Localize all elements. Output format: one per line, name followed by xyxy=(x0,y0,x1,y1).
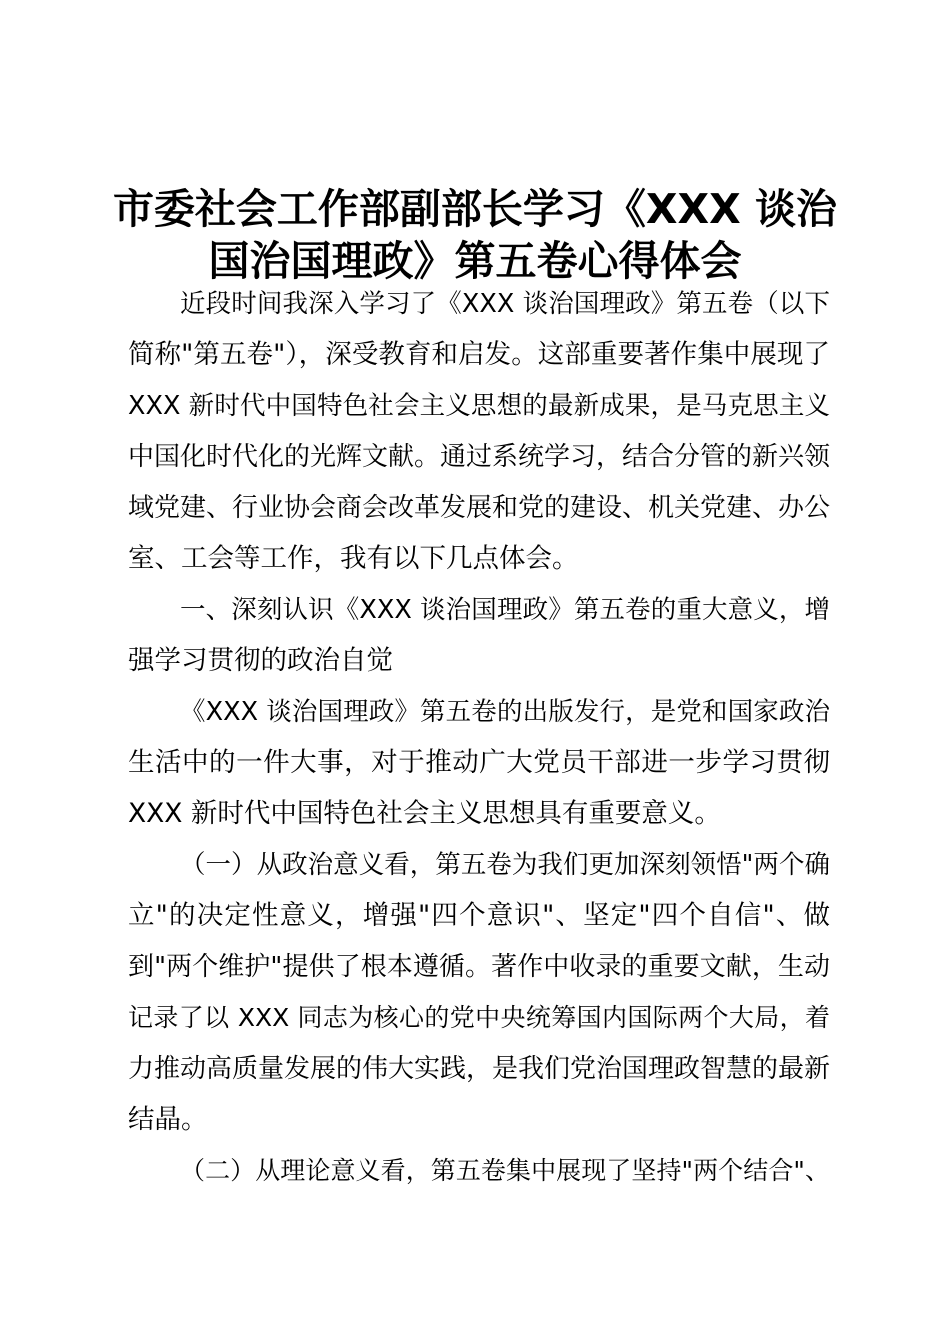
body-line: 力推动高质量发展的伟大实践，是我们党治国理政智慧的最新 xyxy=(128,1054,831,1084)
body-line: XXX 新时代中国特色社会主义思想的最新成果，是马克思主义 xyxy=(128,391,830,421)
body-line: 域党建、行业协会商会改革发展和党的建设、机关党建、办公 xyxy=(128,493,831,523)
body-line: 生活中的一件大事，对于推动广大党员干部进一步学习贯彻 xyxy=(128,747,830,778)
body-line: 简称"第五卷"），深受教育和启发。这部重要著作集中展现了 xyxy=(128,339,830,370)
document-title-line-2: 国治国理政》第五卷心得体会 xyxy=(208,237,742,285)
body-line: 《XXX 谈治国理政》第五卷的出版发行，是党和国家政治 xyxy=(180,697,830,727)
body-line: 记录了以 XXX 同志为核心的党中央统筹国内国际两个大局，着 xyxy=(128,1003,830,1032)
document-title-line-1: 市委社会工作部副部长学习《XXX 谈治 xyxy=(112,185,838,233)
body-line: （二）从理论意义看，第五卷集中展现了坚持"两个结合"、 xyxy=(180,1156,830,1185)
section-heading-line: 一、深刻认识《XXX 谈治国理政》第五卷的重大意义，增 xyxy=(180,595,830,625)
body-line: （一）从政治意义看，第五卷为我们更加深刻领悟"两个确 xyxy=(180,850,830,880)
body-line: 室、工会等工作，我有以下几点体会。 xyxy=(128,543,579,574)
body-line: 中国化时代化的光辉文献。通过系统学习，结合分管的新兴领 xyxy=(128,442,831,472)
body-line: 结晶。 xyxy=(128,1104,208,1135)
body-line: 近段时间我深入学习了《XXX 谈治国理政》第五卷（以下 xyxy=(180,289,830,319)
section-heading-line: 强学习贯彻的政治自觉 xyxy=(128,645,393,676)
body-line: 立"的决定性意义，增强"四个意识"、坚定"四个自信"、做 xyxy=(128,900,830,931)
body-line: XXX 新时代中国特色社会主义思想具有重要意义。 xyxy=(128,798,721,829)
body-line: 到"两个维护"提供了根本遵循。著作中收录的重要文献，生动 xyxy=(128,952,830,982)
